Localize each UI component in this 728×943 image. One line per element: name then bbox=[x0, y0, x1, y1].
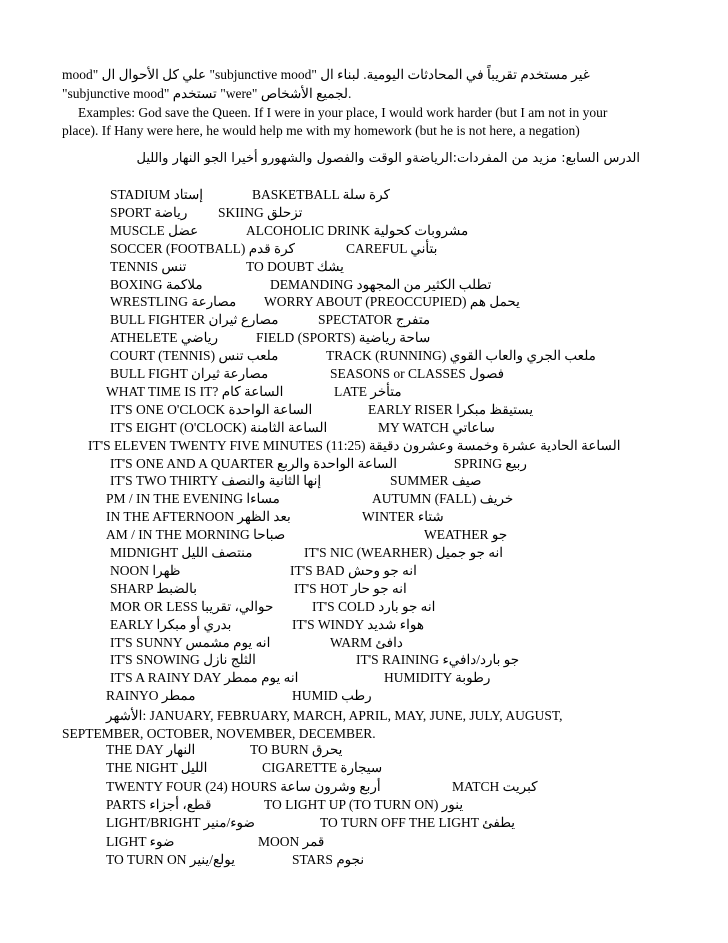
vocab-entry-right: TRACK (RUNNING) ملعب الجري والعاب القوي bbox=[326, 348, 596, 364]
vocab-entry-left: NOON ظهرا bbox=[110, 562, 181, 578]
months-line-2: SEPTEMBER, OCTOBER, NOVEMBER, DECEMBER. bbox=[62, 726, 376, 741]
vocab-entry-left: TENNIS تنس bbox=[110, 258, 187, 274]
intro-line-4: place). If Hany were here, he would help me with my homework (but he is not here, a negation) bbox=[62, 123, 580, 138]
vocab-entry-left: THE DAY النهار bbox=[106, 742, 196, 757]
vocab-entry-left: IT'S EIGHT (O'CLOCK) الساعة الثامنة bbox=[110, 419, 328, 435]
vocab-entry-left: IT'S A RAINY DAY انه يوم ممطر bbox=[110, 670, 299, 686]
vocab-entry-right: AUTUMN (FALL) خريف bbox=[372, 491, 514, 507]
vocab-entry-left: IT'S ONE O'CLOCK الساعة الواحدة bbox=[110, 401, 313, 417]
vocab-entry-left: LIGHT ضوء bbox=[106, 833, 175, 849]
vocab-entry-right: STARS نجوم bbox=[292, 851, 365, 867]
vocab-entry-right: ALCOHOLIC DRINK مشروبات كحولية bbox=[246, 222, 469, 238]
vocab-entry-right: HUMIDITY رطوبة bbox=[384, 670, 491, 686]
vocab-entry-right: IT'S RAINING جو بارد/دافيء bbox=[356, 652, 520, 668]
vocab-entry-right: FIELD (SPORTS) ساحة رياضية bbox=[256, 330, 431, 346]
vocab-entry-left: MUSCLE عضل bbox=[110, 222, 199, 238]
vocab-entry-left: TO TURN ON يولع/ينير bbox=[106, 851, 236, 867]
intro-line-3: Examples: God save the Queen. If I were in your place, I would work harder (but I am not in your bbox=[78, 105, 608, 120]
intro-line-2: "subjunctive mood" تستخدم "were" لجميع الأشخاص. bbox=[62, 86, 352, 101]
vocab-entry-right: TO TURN OFF THE LIGHT يطفئ bbox=[320, 815, 516, 831]
vocab-entry-left: IT'S SUNNY انه يوم مشمس bbox=[110, 634, 271, 650]
vocab-entry-left: WRESTLING مصارعة bbox=[110, 294, 237, 310]
vocab-entry-right: CIGARETTE سيجارة bbox=[262, 760, 383, 776]
vocab-entry-right: BASKETBALL كرة سلة bbox=[252, 187, 390, 202]
vocab-entry-left: SHARP بالضبط bbox=[110, 580, 197, 596]
vocab-entry-left: MOR OR LESS حوالي، تقريبا bbox=[110, 598, 274, 614]
vocab-entry-left: MIDNIGHT منتصف الليل bbox=[110, 545, 253, 560]
vocab-entry-right: HUMID رطب bbox=[292, 688, 372, 704]
vocab-entry-left: COURT (TENNIS) ملعب تنس bbox=[110, 348, 279, 364]
vocab-entry-right: IT'S NIC (WEARHER) انه جو جميل bbox=[304, 545, 504, 560]
vocab-entry-left: STADIUM إستاد bbox=[110, 187, 204, 202]
vocab-entry-right: MOON قمر bbox=[258, 833, 325, 849]
vocab-entry-left: IT'S TWO THIRTY إنها الثانية والنصف bbox=[110, 473, 322, 489]
vocab-entry-right: MY WATCH ساعاتي bbox=[378, 419, 495, 435]
vocab-entry-left: IT'S ELEVEN TWENTY FIVE MINUTES (11:25) الساعة الحادية عشرة وخمسة وعشرون دقيقة bbox=[88, 437, 621, 453]
vocab-entry-right: WORRY ABOUT (PREOCCUPIED) يحمل هم bbox=[264, 294, 520, 310]
vocab-entry-left: PARTS قطع، أجزاء bbox=[106, 796, 212, 812]
vocab-entry-left: EARLY بدري أو مبكرا bbox=[110, 616, 232, 632]
vocab-entry-left: WHAT TIME IS IT? الساعة كام bbox=[106, 383, 284, 399]
vocab-entry-right: SUMMER صيف bbox=[390, 473, 482, 489]
vocab-entry-right: DEMANDING تطلب الكثير من المجهود bbox=[270, 276, 492, 292]
months-line-1: الأشهر: JANUARY, FEBRUARY, MARCH, APRIL, MAY, JUNE, JULY, AUGUST, bbox=[106, 708, 563, 723]
vocab-entry-right: LATE متأخر bbox=[334, 383, 402, 399]
vocab-entry-left: IT'S ONE AND A QUARTER الساعة الواحدة والربع bbox=[110, 455, 397, 471]
vocab-entry-right: SEASONS or CLASSES فصول bbox=[330, 366, 505, 381]
vocab-entry-left: SOCCER (FOOTBALL) كرة قدم bbox=[110, 240, 295, 256]
vocab-entry-left: PM / IN THE EVENING مساءا bbox=[106, 491, 280, 507]
vocab-entry-right: IT'S HOT انه جو حار bbox=[294, 580, 407, 596]
vocab-entry-left: SPORT رياضة bbox=[110, 204, 188, 220]
vocab-entry-right: IT'S BAD انه جو وحش bbox=[290, 562, 417, 578]
vocab-entry-right: WEATHER جو bbox=[424, 527, 508, 543]
vocab-entry-left: THE NIGHT الليل bbox=[106, 760, 208, 776]
vocab-entry-left: BULL FIGHTER مصارع ثيران bbox=[110, 312, 279, 328]
vocab-entry-right: TO BURN يحرق bbox=[250, 742, 343, 757]
vocab-entry-left: IN THE AFTERNOON بعد الظهر bbox=[106, 509, 291, 525]
vocab-entry-left: LIGHT/BRIGHT ضوء/منير bbox=[106, 815, 255, 831]
vocab-entry-right: TO LIGHT UP (TO TURN ON) ينور bbox=[264, 796, 464, 812]
vocab-entry-left: ATHELETE رياضي bbox=[110, 330, 218, 346]
vocab-entry-right: TO DOUBT يشك bbox=[246, 258, 344, 274]
vocab-entry-left: IT'S SNOWING الثلج نازل bbox=[110, 652, 256, 668]
vocab-entry-right: WINTER شتاء bbox=[362, 509, 444, 525]
vocab-entry-right: IT'S WINDY هواء شديد bbox=[292, 616, 424, 632]
vocab-entry-right: MATCH كبريت bbox=[452, 778, 538, 794]
vocab-entry-right: SKIING تزحلق bbox=[218, 204, 303, 220]
vocab-entry-left: BOXING ملاكمة bbox=[110, 276, 203, 292]
vocab-entry-right: CAREFUL بتأني bbox=[346, 240, 438, 256]
vocab-entry-left: TWENTY FOUR (24) HOURS أربع وشرون ساعة bbox=[106, 778, 381, 794]
vocab-entry-right: EARLY RISER يستيقظ مبكرا bbox=[368, 401, 534, 417]
vocab-entry-right: IT'S COLD انه جو بارد bbox=[312, 598, 436, 614]
vocab-entry-left: AM / IN THE MORNING صباحا bbox=[106, 527, 286, 543]
vocab-entry-right: SPRING ربيع bbox=[454, 455, 527, 471]
vocab-entry-right: SPECTATOR متفرج bbox=[318, 312, 431, 328]
vocab-entry-left: BULL FIGHT مصارعة ثيران bbox=[110, 366, 269, 381]
lesson-heading: الدرس السابع: مزيد من المفردات:الرياضةو الوقت والفصول والشهورو أخيرا الجو النهار والليل bbox=[136, 151, 640, 166]
intro-line-1: mood" علي كل الأحوال ال "subjunctive mood" غير مستخدم تقريباً في المحادثات اليومية. لبناء ال bbox=[62, 67, 590, 82]
vocab-entry-left: RAINYO ممطر bbox=[106, 688, 196, 704]
vocab-entry-right: WARM دافئ bbox=[330, 634, 403, 650]
